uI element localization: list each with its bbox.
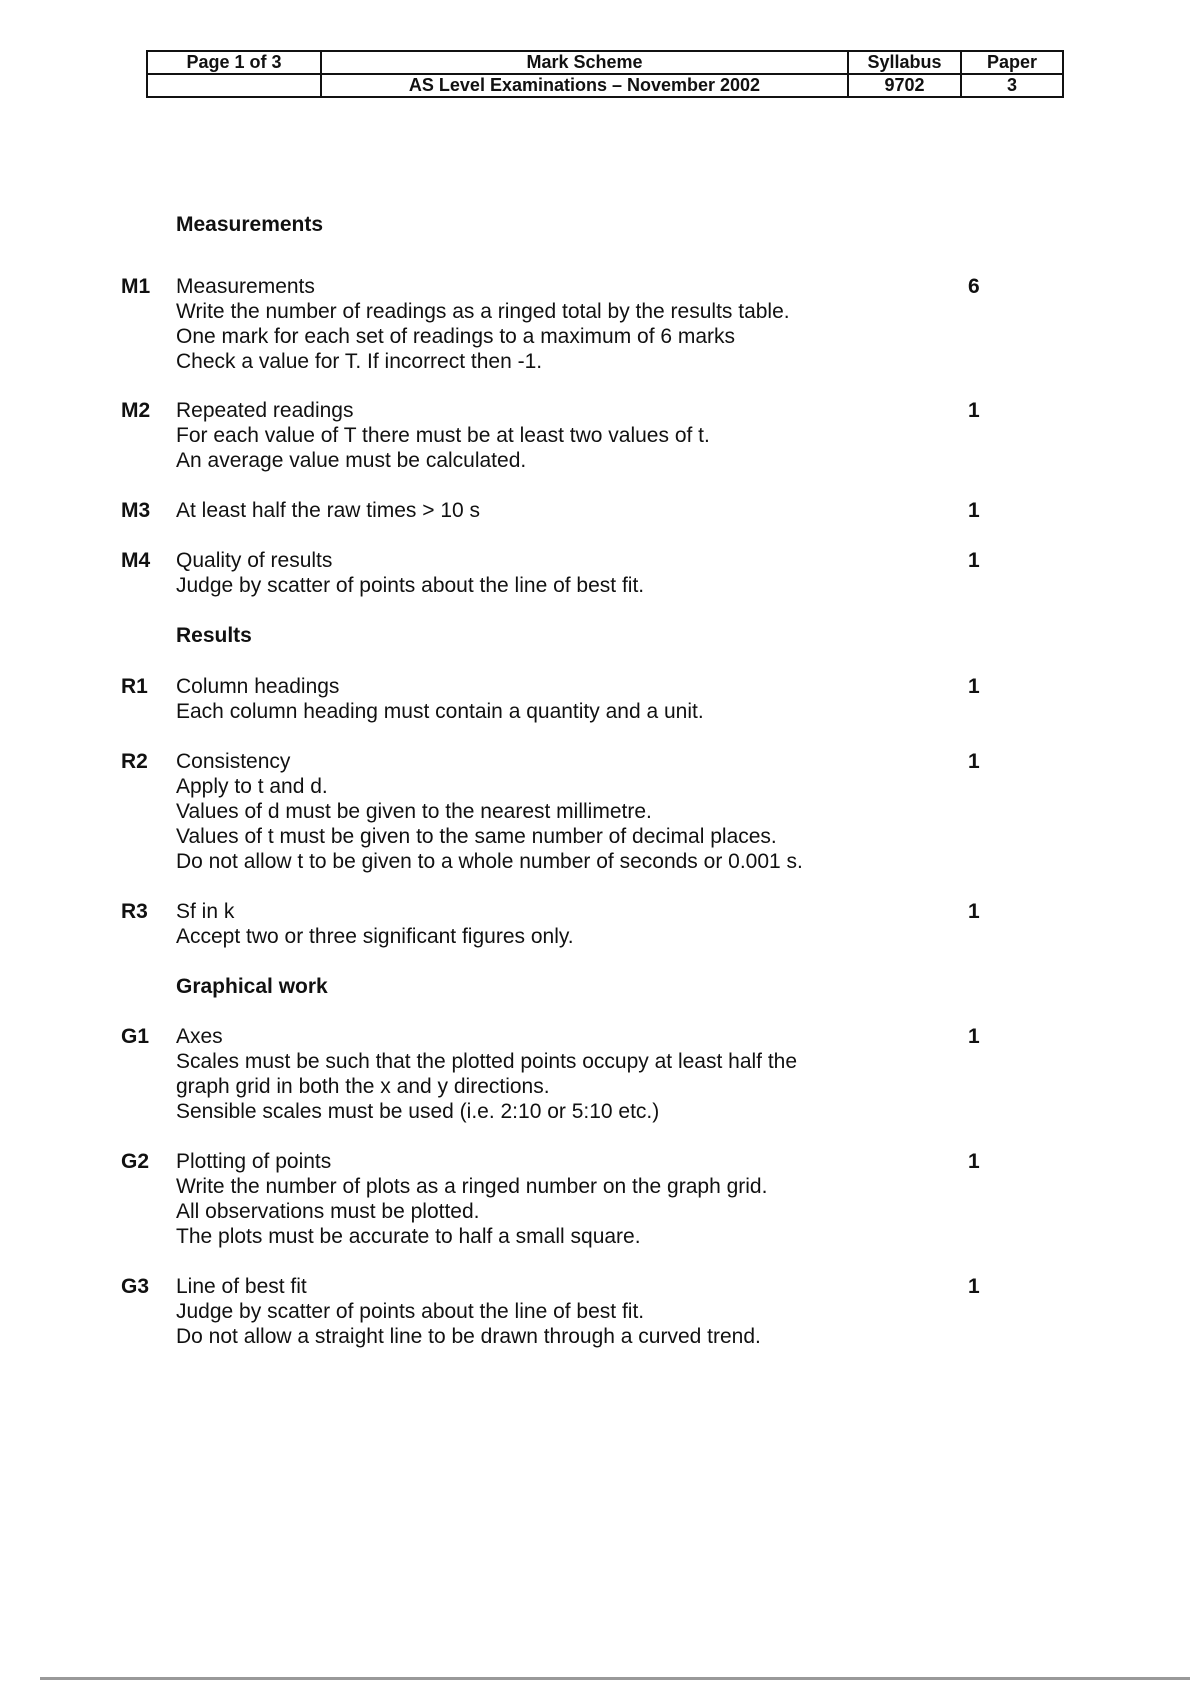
criterion-title: Axes — [176, 1025, 223, 1048]
criterion-line: Judge by scatter of points about the line of best fit. — [176, 574, 645, 597]
header-table — [146, 50, 1064, 98]
criterion-mark: 1 — [968, 900, 980, 923]
criterion-title: Plotting of points — [176, 1150, 332, 1173]
criterion-mark: 1 — [968, 750, 980, 773]
criterion-description — [176, 398, 896, 473]
section-heading-results: Results — [176, 624, 252, 647]
criterion-mark: 6 — [968, 275, 980, 298]
criterion-code: G1 — [121, 1025, 150, 1048]
page-number: Page 1 of 3 — [147, 51, 321, 74]
criterion-mark: 1 — [968, 1025, 980, 1048]
criterion-code: R1 — [121, 675, 148, 698]
criterion-description — [176, 899, 896, 949]
criterion-code: G2 — [121, 1150, 150, 1173]
criterion-title: Sf in k — [176, 900, 235, 923]
criterion-line: Sensible scales must be used (i.e. 2:10 or 5:10 etc.) — [176, 1100, 660, 1123]
criterion-title: Repeated readings — [176, 399, 354, 422]
syllabus-label: Syllabus — [848, 51, 961, 74]
criterion-line: For each value of T there must be at least two values of t. — [176, 424, 710, 447]
criterion-description — [176, 498, 896, 523]
paper-value: 3 — [961, 74, 1063, 97]
syllabus-value: 9702 — [848, 74, 961, 97]
criterion-mark: 1 — [968, 675, 980, 698]
exam-session: AS Level Examinations – November 2002 — [321, 74, 848, 97]
criterion-title: Quality of results — [176, 549, 333, 572]
criterion-code: R2 — [121, 750, 148, 773]
criterion-line: Accept two or three significant figures only. — [176, 925, 574, 948]
criterion-line: Values of t must be given to the same number of decimal places. — [176, 825, 777, 848]
criterion-line: Do not allow t to be given to a whole number of seconds or 0.001 s. — [176, 850, 803, 873]
criterion-code: M2 — [121, 399, 151, 422]
criterion-code: M1 — [121, 275, 151, 298]
criterion-code: M3 — [121, 499, 151, 522]
criterion-line: The plots must be accurate to half a small square. — [176, 1225, 641, 1248]
criterion-description — [176, 749, 896, 874]
criterion-line: graph grid in both the x and y directions. — [176, 1075, 550, 1098]
criterion-title: At least half the raw times > 10 s — [176, 499, 481, 522]
paper-label: Paper — [961, 51, 1063, 74]
criterion-description — [176, 1274, 896, 1349]
criterion-line: Values of d must be given to the nearest millimetre. — [176, 800, 652, 823]
criterion-line: Scales must be such that the plotted points occupy at least half the — [176, 1050, 798, 1073]
criterion-line: Judge by scatter of points about the line of best fit. — [176, 1300, 645, 1323]
criterion-description — [176, 274, 896, 374]
criterion-title: Measurements — [176, 275, 315, 298]
criterion-line: Apply to t and d. — [176, 775, 328, 798]
criterion-description — [176, 674, 896, 724]
criterion-mark: 1 — [968, 549, 980, 572]
criterion-code: G3 — [121, 1275, 150, 1298]
criterion-line: Do not allow a straight line to be drawn through a curved trend. — [176, 1325, 761, 1348]
criterion-mark: 1 — [968, 399, 980, 422]
criterion-line: Each column heading must contain a quantity and a unit. — [176, 700, 704, 723]
criterion-mark: 1 — [968, 499, 980, 522]
criterion-line: An average value must be calculated. — [176, 449, 527, 472]
criterion-line: Write the number of plots as a ringed number on the graph grid. — [176, 1175, 768, 1198]
criterion-line: Write the number of readings as a ringed total by the results table. — [176, 300, 790, 323]
document-title: Mark Scheme — [321, 51, 848, 74]
criterion-line: All observations must be plotted. — [176, 1200, 480, 1223]
criterion-line: One mark for each set of readings to a maximum of 6 marks — [176, 325, 736, 348]
criterion-description — [176, 548, 896, 598]
criterion-title: Column headings — [176, 675, 340, 698]
criterion-mark: 1 — [968, 1150, 980, 1173]
section-heading-graphical: Graphical work — [176, 975, 328, 998]
criterion-code: M4 — [121, 549, 151, 572]
criterion-line: Check a value for T. If incorrect then -1. — [176, 350, 543, 373]
criterion-description — [176, 1024, 896, 1124]
empty-cell — [147, 74, 321, 97]
criterion-code: R3 — [121, 900, 148, 923]
criterion-title: Line of best fit — [176, 1275, 307, 1298]
footer-rule — [40, 1677, 1190, 1680]
section-heading-measurements: Measurements — [176, 213, 324, 236]
criterion-title: Consistency — [176, 750, 291, 773]
criterion-mark: 1 — [968, 1275, 980, 1298]
criterion-description — [176, 1149, 896, 1249]
